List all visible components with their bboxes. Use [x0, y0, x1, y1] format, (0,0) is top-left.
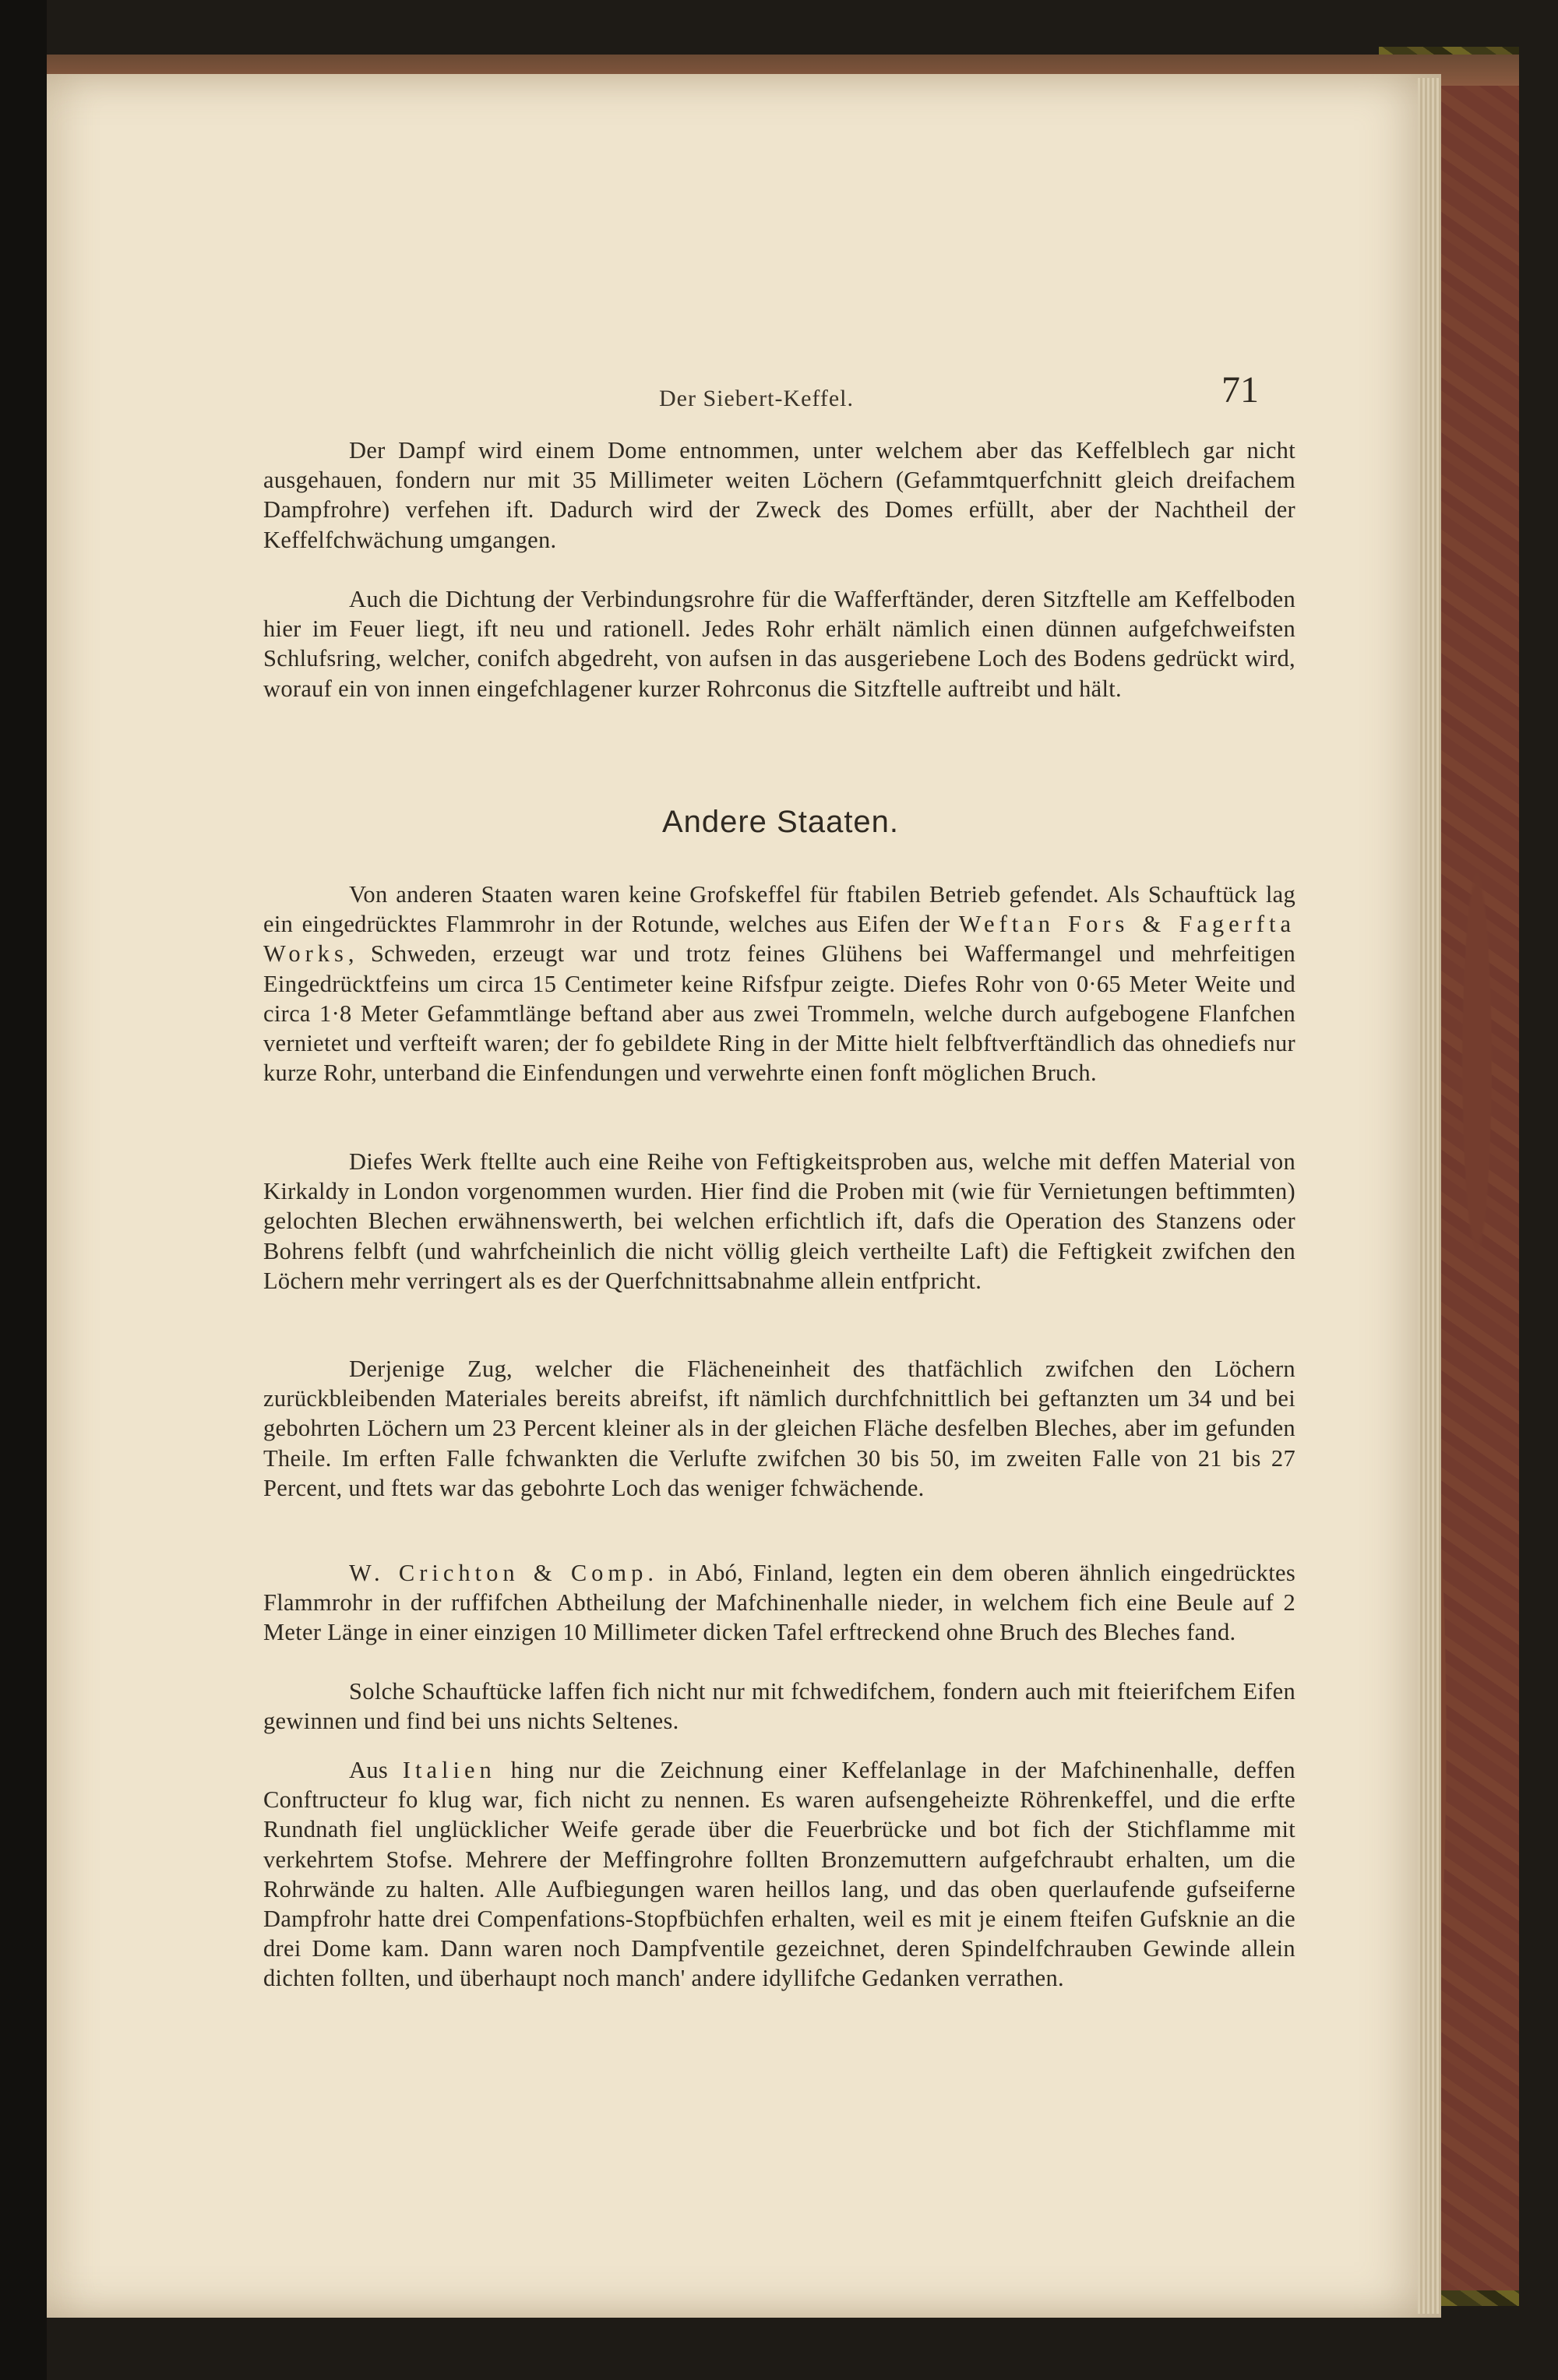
- paragraph-3-text-b: , Schweden, erzeugt war und trotz feines Glühens bei Waffermangel und mehrfeitigen Eingedrücktfeins um circa 15 Centimeter keine Rifsfpur zeigte. Diefes Rohr von 0·65 Meter Weite und circa 1·8 Meter Gefammtlänge beftand aber aus zwei Trommeln, welche durch aufgebogene Flanfchen vernietet und verfteift waren; der fo gebildete Ring in der Mitte hielt felbftverftändlich das ohnediefs nur kurze Rohr, unterband die Einfendungen und verwehrte einen fonft möglichen Bruch.: [263, 940, 1295, 1087]
- paragraph-6: [263, 1558, 1295, 1648]
- book-page: [47, 74, 1441, 2318]
- page-number: 71: [1221, 369, 1259, 411]
- paragraph-7: Solche Schauftücke laffen fich nicht nur mit fchwedifchem, fondern auch mit fteierifchem Eifen gewinnen und find bei uns nichts Seltenes.: [263, 1678, 1295, 1735]
- page-header: [47, 368, 1281, 423]
- company-name-crichton: W. Crichton & Comp.: [349, 1560, 659, 1586]
- paragraph-8: [263, 1755, 1295, 1994]
- book-spine: [1441, 62, 1519, 2290]
- section-heading: Andere Staaten.: [661, 805, 900, 839]
- company-name-weftan: Weftan Fors & Fagerfta Works: [263, 911, 1296, 968]
- paragraph-3-text-a: Von anderen Staaten waren keine Grofskeffel für ftabilen Betrieb gefendet. Als Schauftück lag ein eingedrücktes Flammrohr in der Rotunde, welches aus Eifen der: [263, 881, 1295, 938]
- paragraph-6-text: in Abó, Finland, legten ein dem oberen ähnlich eingedrücktes Flammrohr in der ruffifchen Abtheilung der Mafchinenhalle nieder, in welchem fich eine Beule auf 2 Meter Länge in einer einzigen 10 Millimeter dicken Tafel erftreckend ohne Bruch des Bleches fand.: [263, 1560, 1295, 1646]
- country-name-italien: Italien: [402, 1757, 496, 1783]
- running-title: Der Siebert-Keffel.: [659, 386, 855, 411]
- page-edges: [1418, 78, 1441, 2314]
- background-left: [0, 0, 47, 2380]
- paragraph-2: Auch die Dichtung der Verbindungsrohre für die Wafferftänder, deren Sitzftelle am Keffelboden hier im Feuer liegt, ift neu und rationell. Jedes Rohr erhält nämlich einen dünnen aufgefchweifsten Schlufsring, welcher, conifch abgedreht, von aufsen in das ausgeriebene Loch des Bodens gedrückt wird, worauf ein von innen eingefchlagener kurzer Rohrconus die Sitzftelle auftreibt und hält.: [263, 586, 1295, 702]
- paragraph-8-text-b: hing nur die Zeichnung einer Keffelanlage in der Mafchinenhalle, deffen Conftructeur fo klug war, fich nicht zu nennen. Es waren aufsengeheizte Röhrenkeffel, und die erfte Rundnath fiel unglücklicher Weife gerade über die Feuerbrücke und bot fich der Stichflamme mit verkehrtem Stofse. Mehrere der Meffingrohre follten Bronzemuttern aufgefchraubt erhalten, um die Rohrwände zu halten. Alle Aufbiegungen waren heillos lang, und das oben querlaufende gufseiferne Dampfrohr hatte drei Compenfations-Stopfbüchfen erhalten, weil es mit je einem fteifen Gufsknie an die drei Dome kam. Dann waren noch Dampfventile gezeichnet, deren Spindelfchrauben Gewinde allein dichten follten, und überhaupt noch manch' andere idyllifche Gedanken verrathen.: [263, 1757, 1295, 1992]
- paragraph-8-text-a: Aus: [349, 1757, 403, 1783]
- paragraph-1: Der Dampf wird einem Dome entnommen, unter welchem aber das Keffelblech gar nicht ausgehauen, fondern nur mit 35 Millimeter weiten Löchern (Gefammtquerfchnitt gleich dreifachem Dampfrohre) verfehen ift. Dadurch wird der Zweck des Domes erfüllt, aber der Nachtheil der Keffelfchwächung umgangen.: [263, 437, 1295, 553]
- paragraph-4: Diefes Werk ftellte auch eine Reihe von Feftigkeitsproben aus, welche mit deffen Material von Kirkaldy in London vorgenommen wurden. Hier find die Proben mit (wie für Vernietungen beftimmten) gelochten Blechen erwähnenswerth, bei welchen erfichtlich ift, dafs die Operation des Stanzens oder Bohrens felbft (und wahrfcheinlich die nicht völlig gleich vertheilte Laft) die Feftigkeit zwifchen den Löchern mehr verringert als es der Querfchnittsabnahme allein entfpricht.: [263, 1148, 1295, 1294]
- paragraph-5: Derjenige Zug, welcher die Flächeneinheit des thatfächlich zwifchen den Löchern zurückbleibenden Materiales bereits abreifst, ift nämlich durchfchnittlich bei geftanzten um 34 und bei gebohrten Löchern um 23 Percent kleiner als in der gleichen Fläche desfelben Bleches, aber im gefunden Theile. Im erften Falle fchwankten die Verlufte zwifchen 30 bis 50, im zweiten Falle von 21 bis 27 Percent, und ftets war das gebohrte Loch das weniger fchwächende.: [263, 1356, 1295, 1501]
- paragraph-3: [263, 880, 1295, 1088]
